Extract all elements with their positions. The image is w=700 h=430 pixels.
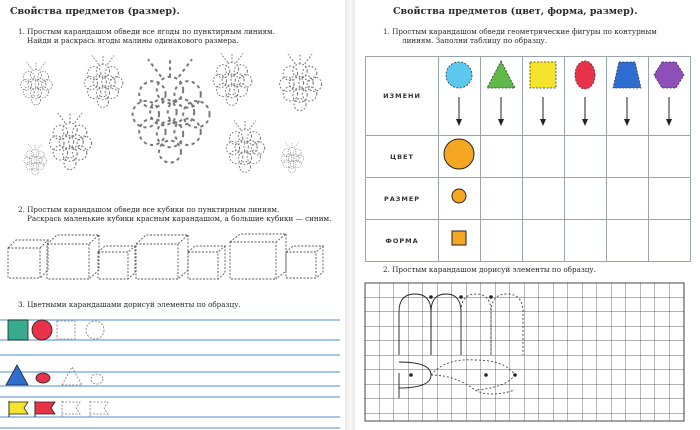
- berry-medium-2[interactable]: [213, 53, 252, 106]
- cell-yellow-square: [523, 57, 565, 136]
- cube-small-4[interactable]: [286, 246, 323, 278]
- pattern-row-1: [8, 320, 104, 340]
- berry-medium-1[interactable]: [84, 55, 123, 108]
- example-color-cell: [439, 136, 481, 178]
- cube-small-1[interactable]: [8, 240, 48, 278]
- orange-small-square: [439, 220, 480, 257]
- cube-large-1[interactable]: [47, 235, 99, 279]
- book-gutter: [345, 0, 355, 430]
- table-row-size: [366, 178, 691, 220]
- answer-cell[interactable]: [523, 136, 565, 178]
- task1-line2: Найди и раскрась ягоды малины одинакового размера.: [27, 36, 239, 45]
- right-task2-instructions: [383, 265, 596, 274]
- task3-instructions: [18, 300, 241, 309]
- answer-cell[interactable]: [523, 220, 565, 262]
- cell-green-triangle: [481, 57, 523, 136]
- cell-red-oval: [565, 57, 607, 136]
- answer-cell[interactable]: [565, 136, 607, 178]
- left-page-title: Свойства предметов (размер).: [10, 6, 180, 17]
- cell-blue-trapezoid: [607, 57, 649, 136]
- berry-medium-3[interactable]: [280, 53, 322, 111]
- pattern-lines: [0, 310, 345, 430]
- answer-cell[interactable]: [523, 178, 565, 220]
- task2-line1: 2. Простым карандашом обведи все кубики по пунктирным линиям.: [18, 205, 280, 214]
- berry-medium-5[interactable]: [226, 120, 264, 173]
- sample-yellow-flag: [9, 401, 28, 417]
- cubes-illustration: [0, 232, 345, 282]
- dashed-flag-1[interactable]: [62, 401, 80, 417]
- example-size-cell: [439, 178, 481, 220]
- sample-red-circle: [32, 320, 52, 340]
- answer-cell[interactable]: [565, 178, 607, 220]
- berry-small-2[interactable]: [24, 144, 47, 175]
- berry-small-3[interactable]: [281, 142, 304, 173]
- red-oval-with-arrow: [565, 57, 606, 131]
- pattern-row-3: [9, 401, 108, 417]
- task2-line2: Раскрась маленькие кубики красным карандашом, а большие кубики — синим.: [27, 214, 332, 223]
- graph-paper-grid[interactable]: [365, 283, 684, 421]
- cube-small-3[interactable]: [188, 246, 225, 279]
- table-row-change: [366, 57, 691, 136]
- right-task1-instructions: [383, 27, 657, 45]
- cube-small-2[interactable]: [98, 246, 135, 279]
- example-shape-cell: [439, 220, 481, 262]
- answer-cell[interactable]: [607, 178, 649, 220]
- right-task1-line1: 1. Простым карандашом обведи геометрические фигуры по контурным: [383, 27, 657, 36]
- row-label-shape: ФОРМА: [366, 220, 439, 262]
- answer-cell[interactable]: [565, 220, 607, 262]
- row-label-color: ЦВЕТ: [366, 136, 439, 178]
- answer-cell[interactable]: [649, 136, 691, 178]
- raspberries-illustration: [0, 50, 345, 195]
- right-task2-line1: 2. Простым карандашом дорисуй элементы по образцу.: [383, 265, 596, 274]
- answer-cell[interactable]: [607, 136, 649, 178]
- left-page: [0, 0, 345, 430]
- answer-cell[interactable]: [481, 136, 523, 178]
- cube-large-3[interactable]: [230, 234, 286, 279]
- table-row-shape: [366, 220, 691, 262]
- task2-instructions: [18, 205, 331, 223]
- purple-hexagon-with-arrow: [649, 57, 690, 131]
- grid-drawing-area[interactable]: [355, 280, 700, 425]
- sample-blue-triangle: [6, 365, 28, 385]
- properties-table: [365, 56, 691, 262]
- dashed-oval[interactable]: [91, 374, 103, 384]
- orange-small-circle: [439, 178, 480, 215]
- task1-instructions: [18, 27, 275, 45]
- right-page-title: Свойства предметов (цвет, форма, размер).: [393, 6, 638, 17]
- orange-large-circle: [439, 136, 480, 173]
- yellow-square-with-arrow: [523, 57, 564, 131]
- pattern-row-2: [6, 365, 103, 385]
- right-page: [355, 0, 700, 430]
- answer-cell[interactable]: [649, 220, 691, 262]
- task1-line1: 1. Простым карандашом обведи все ягоды по пунктирным линиям.: [18, 27, 275, 36]
- dashed-triangle[interactable]: [62, 367, 82, 385]
- task3-line1: 3. Цветными карандашами дорисуй элементы по образцу.: [18, 300, 241, 309]
- sample-red-flag: [35, 401, 55, 417]
- berry-medium-4[interactable]: [50, 112, 92, 170]
- dashed-flag-2[interactable]: [90, 401, 108, 417]
- cube-large-2[interactable]: [136, 235, 188, 279]
- cell-cyan-circle: [439, 57, 481, 136]
- cell-purple-hexagon: [649, 57, 691, 136]
- sample-green-square: [8, 320, 28, 340]
- row-label-change: ИЗМЕНИ: [366, 57, 439, 136]
- blue-trapezoid-with-arrow: [607, 57, 648, 131]
- answer-cell[interactable]: [481, 220, 523, 262]
- green-triangle-with-arrow: [481, 57, 522, 131]
- table-row-color: [366, 136, 691, 178]
- answer-cell[interactable]: [481, 178, 523, 220]
- sample-red-oval: [36, 373, 50, 383]
- berry-large[interactable]: [133, 57, 210, 163]
- dashed-square[interactable]: [57, 321, 75, 339]
- berry-small-1[interactable]: [21, 62, 53, 105]
- answer-cell[interactable]: [649, 178, 691, 220]
- dashed-circle[interactable]: [86, 321, 104, 339]
- row-label-size: РАЗМЕР: [366, 178, 439, 220]
- answer-cell[interactable]: [607, 220, 649, 262]
- cyan-circle-with-arrow: [439, 57, 480, 131]
- right-task1-line2: линиям. Заполни таблицу по образцу.: [402, 36, 548, 45]
